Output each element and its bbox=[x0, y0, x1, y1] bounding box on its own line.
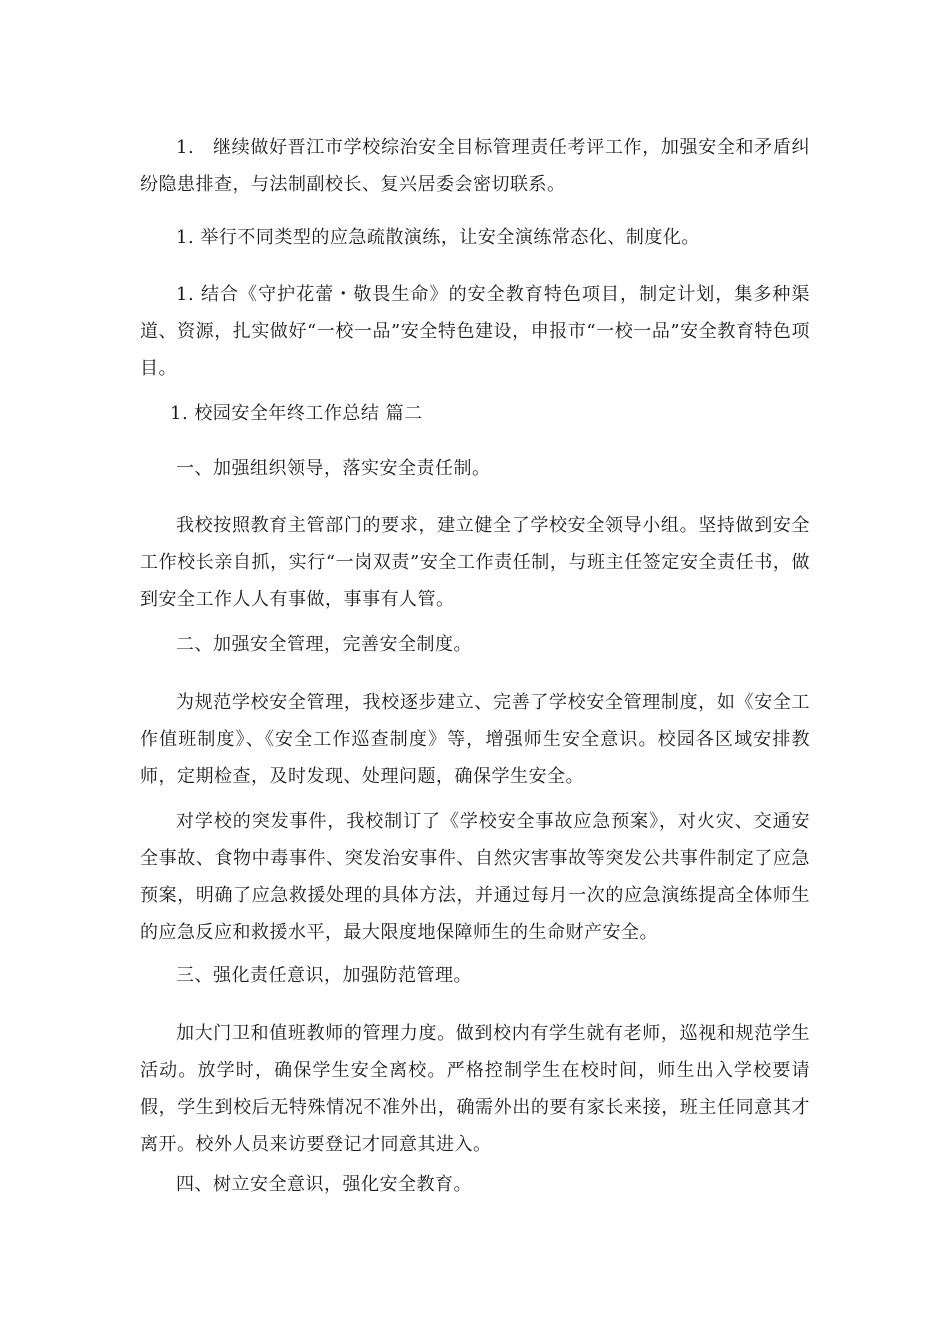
heading-safety-education: 四、树立安全意识，强化安全教育。 bbox=[176, 1174, 472, 1195]
paragraph-management-system: 为规范学校安全管理，我校逐步建立、完善了学校安全管理制度，如《安全工作值班制度》、《安全工作巡查制度》等，增强师生安全意识。校园各区域安排教师，定期检查，及时发现、处理问题，确保学生安全。 bbox=[140, 692, 810, 787]
paragraph-characteristic-project: 1. 结合《守护花蕾・敬畏生命》的安全教育特色项目，制定计划，集多种渠道、资源，扎实做好“一校一品”安全特色建设，申报市“一校一品”安全教育特色项目。 bbox=[140, 284, 810, 379]
paragraph-guard-management: 加大门卫和值班教师的管理力度。做到校内有学生就有老师，巡视和规范学生活动。放学时，确保学生安全离校。严格控制学生在校时间，师生出入学校要请假，学生到校后无特殊情况不准外出，确需外出的要有家长来接，班主任同意其才离开。校外人员来访要登记才同意其进入。 bbox=[140, 1023, 810, 1155]
paragraph-emergency-plan: 对学校的突发事件，我校制订了《学校安全事故应急预案》，对火灾、交通安全事故、食物中毒事件、突发治安事件、自然灾害事故等突发公共事件制定了应急预案，明确了应急救援处理的具体方法，并通过每月一次的应急演练提高全体师生的应急反应和救援水平，最大限度地保障师生的生命财产安全。 bbox=[140, 811, 810, 943]
paragraph-leadership-group: 我校按照教育主管部门的要求，建立健全了学校安全领导小组。坚持做到安全工作校长亲自抓，实行“一岗双责”安全工作责任制，与班主任签定安全责任书，做到安全工作人人有事做，事事有人管。 bbox=[140, 515, 810, 610]
heading-organization-leadership: 一、加强组织领导，落实安全责任制。 bbox=[176, 458, 491, 479]
heading-safety-management: 二、加强安全管理，完善安全制度。 bbox=[176, 634, 472, 655]
heading-responsibility-awareness: 三、强化责任意识，加强防范管理。 bbox=[176, 965, 472, 986]
paragraph-safety-evaluation: 1. 继续做好晋江市学校综治安全目标管理责任考评工作，加强安全和矛盾纠纷隐患排查，与法制副校长、复兴居委会密切联系。 bbox=[140, 137, 810, 195]
section-title-part-two: 1. 校园安全年终工作总结 篇二 bbox=[170, 403, 423, 424]
paragraph-emergency-drills: 1. 举行不同类型的应急疏散演练，让安全演练常态化、制度化。 bbox=[176, 227, 700, 248]
